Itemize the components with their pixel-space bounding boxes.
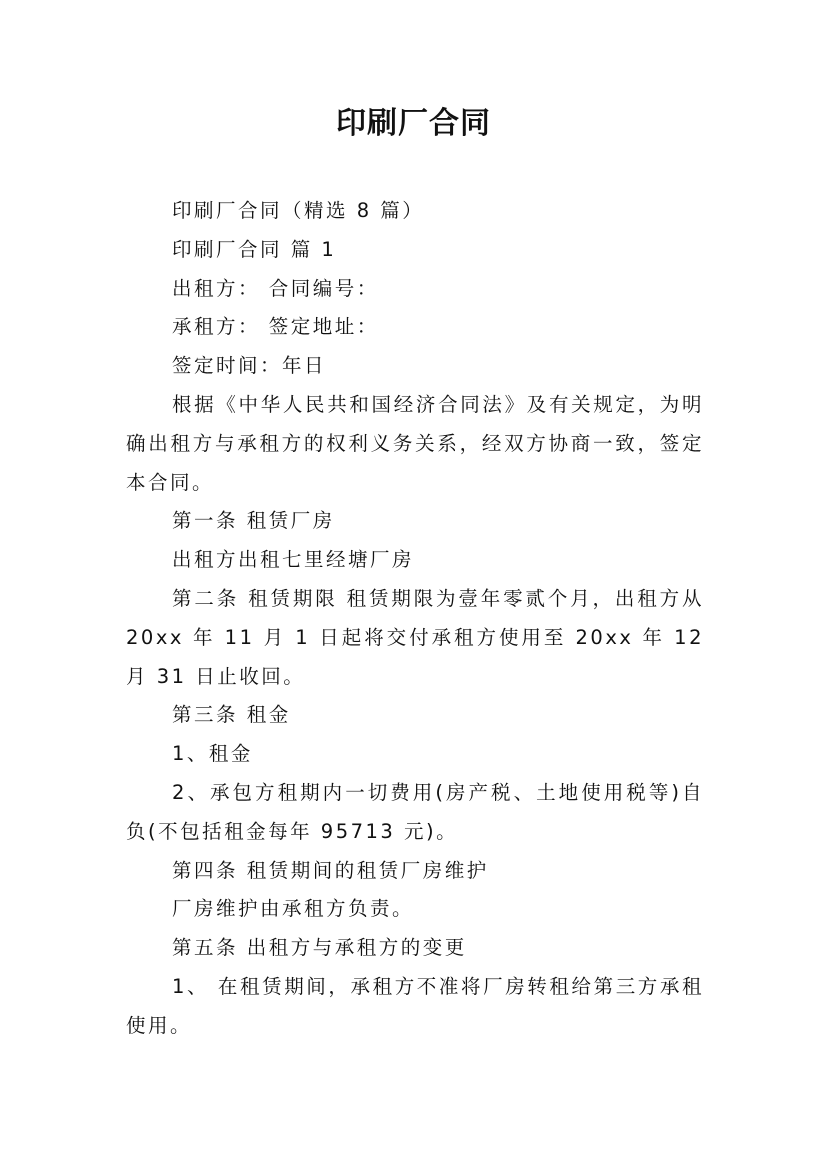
document-body bbox=[126, 192, 704, 1046]
paragraph-sign-date: 签定时间：年日 bbox=[172, 354, 327, 378]
paragraph-article-3-heading: 第三条 租金 bbox=[172, 703, 291, 727]
paragraph-subtitle: 印刷厂合同（精选 8 篇） bbox=[172, 199, 425, 222]
paragraph-lessee: 承租方： 签定地址： bbox=[172, 315, 379, 339]
paragraph-article-2: 第二条 租赁期限 租赁期限为壹年零贰个月，出租方从 20xx 年 11 月 1 日起将交付承租方使用至 20xx 年 12 月 31 日止收回。 bbox=[126, 586, 704, 688]
paragraph-article-4-body: 厂房维护由承租方负责。 bbox=[172, 897, 415, 921]
paragraph-article-5-item-1: 1、 在租赁期间，承租方不准将厂房转租给第三方承租使用。 bbox=[126, 974, 704, 1037]
paragraph-article-5-heading: 第五条 出租方与承租方的变更 bbox=[172, 936, 467, 960]
paragraph-lessor: 出租方： 合同编号： bbox=[172, 276, 379, 300]
document-title: 印刷厂合同 bbox=[336, 106, 491, 141]
paragraph-article-3-item-1: 1、租金 bbox=[172, 742, 253, 766]
paragraph-section-heading: 印刷厂合同 篇 1 bbox=[172, 237, 337, 261]
paragraph-article-1-body: 出租方出租七里经塘厂房 bbox=[172, 548, 415, 572]
paragraph-article-4-heading: 第四条 租赁期间的租赁厂房维护 bbox=[172, 858, 489, 882]
paragraph-preamble: 根据《中华人民共和国经济合同法》及有关规定，为明确出租方与承租方的权利义务关系，经双方协商一致，签定本合同。 bbox=[126, 392, 704, 494]
paragraph-article-1-heading: 第一条 租赁厂房 bbox=[172, 509, 335, 533]
paragraph-article-3-item-2: 2、承包方租期内一切费用(房产税、土地使用税等)自负(不包括租金每年 95713 元)。 bbox=[126, 780, 704, 843]
